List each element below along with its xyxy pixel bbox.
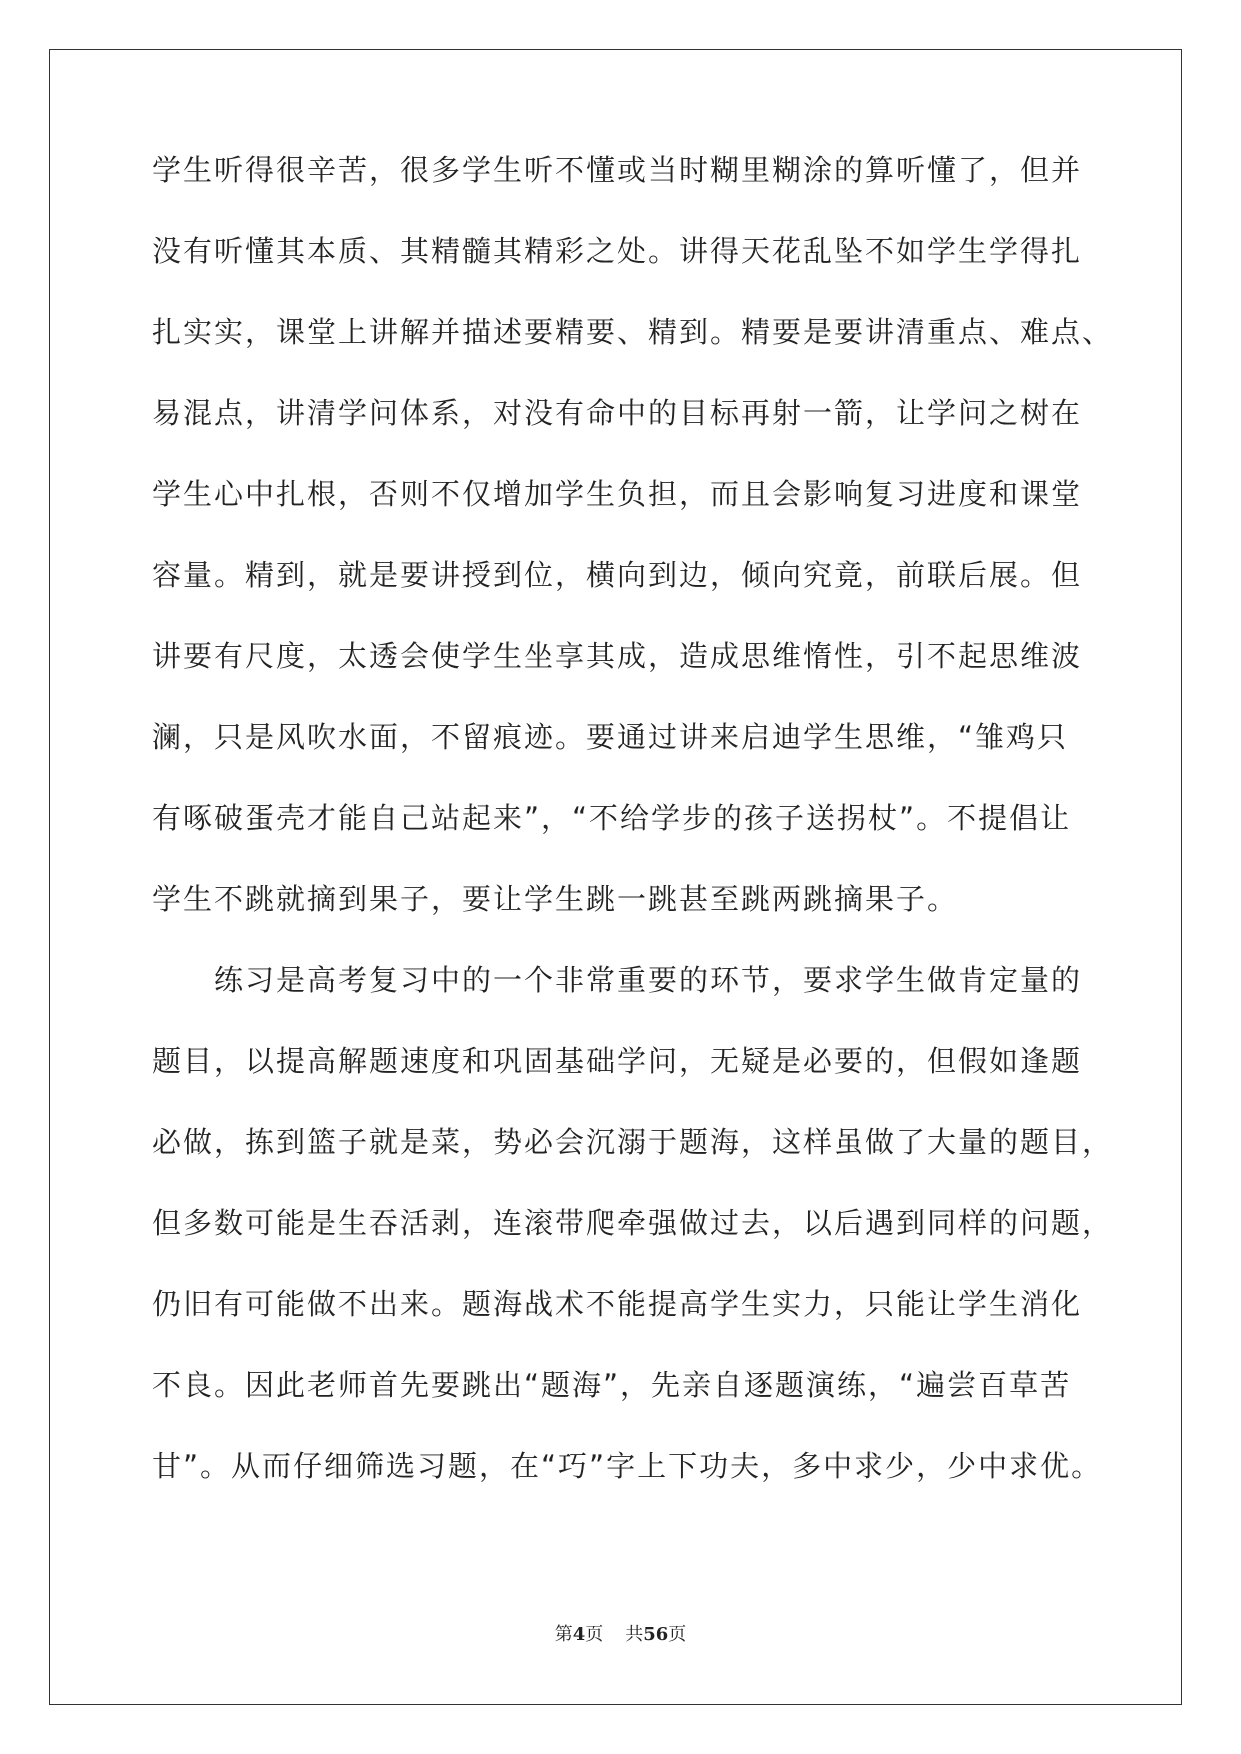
total-suffix: 页: [668, 1624, 687, 1645]
page-suffix: 页: [585, 1624, 604, 1645]
paragraph-line: 学生不跳就摘到果子，要让学生跳一跳甚至跳两跳摘果子。: [152, 882, 959, 916]
paragraph-line: 扎实实，课堂上讲解并描述要精要、精到。精要是要讲清重点、难点、: [152, 315, 1114, 349]
paragraph-line: 练习是高考复习中的一个非常重要的环节，要求学生做肯定量的: [152, 963, 1083, 997]
paragraph-2: [152, 940, 1114, 1507]
paragraph-1: [152, 130, 1114, 940]
page-footer: [0, 1620, 1241, 1646]
page-number: 4: [572, 1624, 586, 1645]
paragraph-line: 仍旧有可能做不出来。题海战术不能提高学生实力，只能让学生消化: [152, 1287, 1083, 1321]
paragraph-line: 甘”。从而仔细筛选习题，在“巧”字上下功夫，多中求少，少中求优。: [152, 1449, 1103, 1483]
paragraph-line: 容量。精到，就是要讲授到位，横向到边，倾向究竟，前联后展。但: [152, 558, 1083, 592]
paragraph-line: 题目，以提高解题速度和巩固基础学问，无疑是必要的，但假如逢题: [152, 1044, 1083, 1078]
paragraph-line: 必做，拣到篮子就是菜，势必会沉溺于题海，这样虽做了大量的题目，: [152, 1125, 1114, 1159]
paragraph-line: 有啄破蛋壳才能自己站起来”，“不给学步的孩子送拐杖”。不提倡让: [152, 801, 1072, 835]
paragraph-line: 不良。因此老师首先要跳出“题海”，先亲自逐题演练，“遍尝百草苦: [152, 1368, 1072, 1402]
paragraph-line: 讲要有尺度，太透会使学生坐享其成，造成思维惰性，引不起思维波: [152, 639, 1083, 673]
total-prefix: 共: [625, 1624, 644, 1645]
paragraph-line: 学生听得很辛苦，很多学生听不懂或当时糊里糊涂的算听懂了，但并: [152, 153, 1083, 187]
paragraph-line: 没有听懂其本质、其精髓其精彩之处。讲得天花乱坠不如学生学得扎: [152, 234, 1083, 268]
page-prefix: 第: [554, 1624, 573, 1645]
paragraph-line: 易混点，讲清学问体系，对没有命中的目标再射一箭，让学问之树在: [152, 396, 1083, 430]
paragraph-line: 学生心中扎根，否则不仅增加学生负担，而且会影响复习进度和课堂: [152, 477, 1083, 511]
total-pages: 56: [643, 1624, 669, 1645]
paragraph-line: 澜，只是风吹水面，不留痕迹。要通过讲来启迪学生思维，“雏鸡只: [152, 720, 1069, 754]
paragraph-line: 但多数可能是生吞活剥，连滚带爬牵强做过去，以后遇到同样的问题，: [152, 1206, 1114, 1240]
